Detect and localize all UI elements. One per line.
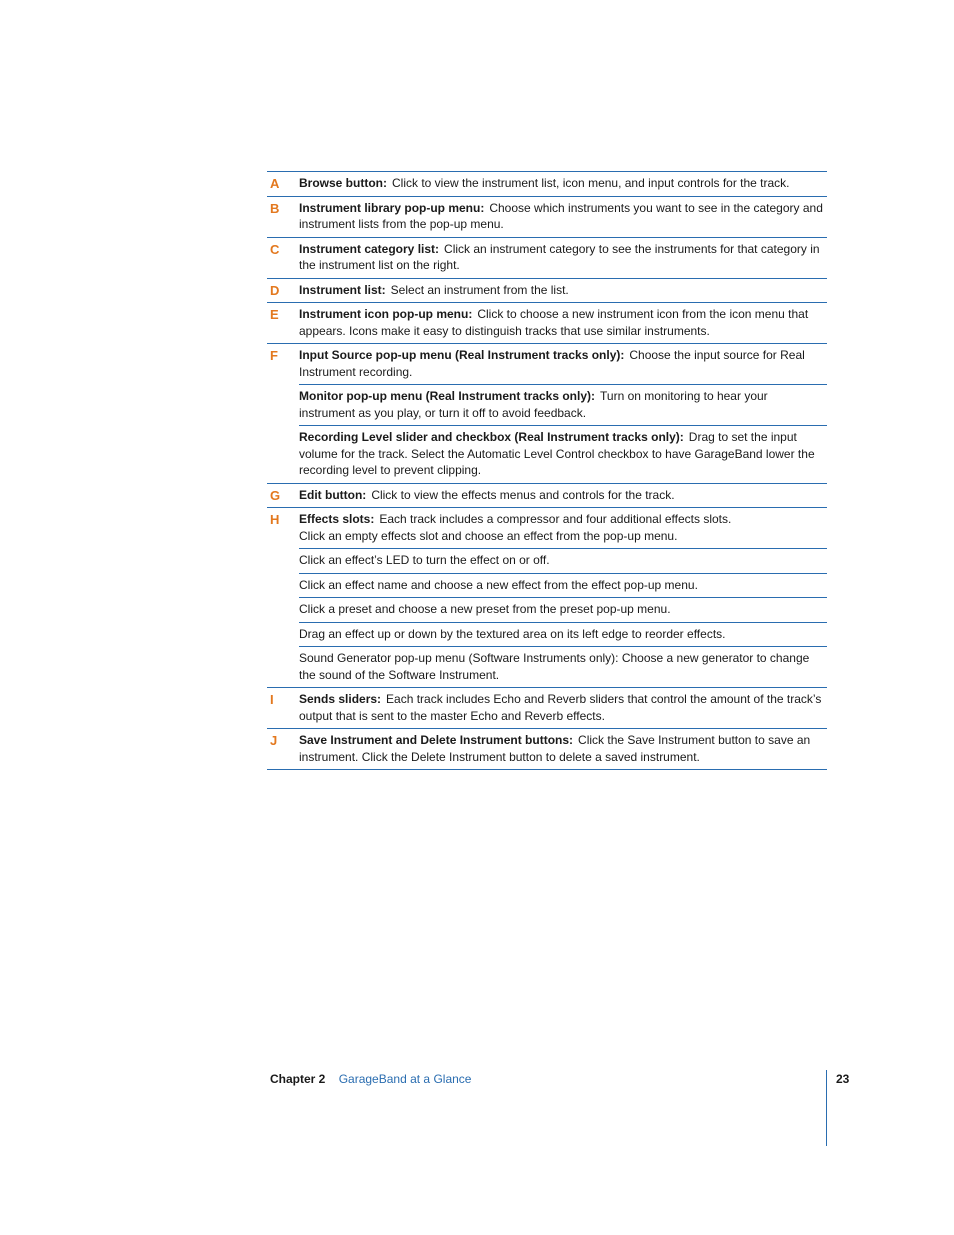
term-label: Instrument icon pop-up menu: xyxy=(299,307,473,321)
table-row xyxy=(267,278,827,303)
table-row xyxy=(267,548,827,573)
table-row xyxy=(267,573,827,598)
row-description xyxy=(299,279,827,303)
table-row xyxy=(267,302,827,343)
callout-letter xyxy=(267,384,299,425)
callout-letter: D xyxy=(270,282,280,298)
row-description xyxy=(299,597,827,622)
row-text: Drag an effect up or down by the textured area on its left edge to reorder effects. xyxy=(299,626,726,641)
row-text: Drag to set the input volume for the track. Select the Automatic Level Control checkbox to have GarageBand lower the recording level to prevent clipping. xyxy=(299,430,815,477)
row-description xyxy=(299,172,827,196)
table-row xyxy=(267,237,827,278)
page-footer xyxy=(270,1072,471,1086)
row-description xyxy=(299,646,827,687)
callout-letter: G xyxy=(270,487,281,503)
callout-letter: F xyxy=(270,348,278,363)
table-row xyxy=(267,597,827,622)
table-row xyxy=(267,507,827,548)
table-row xyxy=(267,622,827,647)
row-description xyxy=(299,344,827,384)
table-row xyxy=(267,728,827,769)
callout-letter: A xyxy=(270,176,280,191)
callout-letter: H xyxy=(270,512,280,527)
page-number: 23 xyxy=(836,1072,850,1086)
row-text: Click a preset and choose a new preset from the preset pop-up menu. xyxy=(299,602,671,616)
callout-letter xyxy=(267,573,299,598)
footer-divider xyxy=(826,1070,827,1146)
term-label: Instrument library pop-up menu: xyxy=(299,200,485,215)
table-row xyxy=(267,196,827,237)
row-description xyxy=(299,303,827,343)
callout-letter xyxy=(267,597,299,622)
table-row xyxy=(267,425,827,483)
row-text: Click an instrument category to see the instruments for that category in the instrument list on the right. xyxy=(299,241,820,272)
row-text: Sound Generator pop-up menu (Software Instruments only): Choose a new generator to change the sound of the Software Instrument. xyxy=(299,651,810,682)
term-label: Sends sliders: xyxy=(299,692,382,706)
term-label: Save Instrument and Delete Instrument buttons: xyxy=(299,733,574,747)
row-description xyxy=(299,729,827,769)
row-description xyxy=(299,197,827,237)
callout-letter: I xyxy=(270,692,274,707)
row-text: Click to choose a new instrument icon from the icon menu that appears. Icons make it easy to distinguish tracks that use similar instruments. xyxy=(299,307,809,338)
row-text: Turn on monitoring to hear your instrument as you play, or turn it off to avoid feedback. xyxy=(299,389,768,420)
term-label: Monitor pop-up menu (Real Instrument tracks only): xyxy=(299,389,596,403)
table-row xyxy=(267,171,827,196)
term-label: Instrument list: xyxy=(299,282,386,297)
row-description xyxy=(299,384,827,425)
term-label: Input Source pop-up menu (Real Instrument tracks only): xyxy=(299,348,625,362)
row-description xyxy=(299,688,827,728)
row-description xyxy=(299,508,827,548)
row-text: Each track includes Echo and Reverb sliders that control the amount of the track’s output that is sent to the master Echo and Reverb effects. xyxy=(299,692,822,723)
row-text: Select an instrument from the list. xyxy=(390,282,569,297)
row-text: Choose which instruments you want to see in the category and instrument lists from the pop-up menu. xyxy=(299,200,823,231)
callout-table xyxy=(267,171,827,770)
table-bottom-rule xyxy=(267,769,827,770)
row-text: Click an effect’s LED to turn the effect on or off. xyxy=(299,553,550,567)
term-label: Effects slots: xyxy=(299,512,375,526)
term-label: Instrument category list: xyxy=(299,241,440,256)
row-text: Click to view the instrument list, icon menu, and input controls for the track. xyxy=(392,176,790,190)
table-row xyxy=(267,483,827,508)
term-label: Recording Level slider and checkbox (Real Instrument tracks only): xyxy=(299,430,684,444)
callout-letter xyxy=(267,425,299,483)
table-row xyxy=(267,646,827,687)
row-text: Click an effect name and choose a new effect from the effect pop-up menu. xyxy=(299,577,698,592)
row-description xyxy=(299,573,827,598)
row-text: Click to view the effects menus and controls for the track. xyxy=(371,487,675,502)
table-row xyxy=(267,384,827,425)
callout-letter xyxy=(267,622,299,647)
row-description xyxy=(299,484,827,508)
term-label: Browse button: xyxy=(299,176,387,190)
table-row xyxy=(267,687,827,728)
row-description xyxy=(299,622,827,647)
table-row xyxy=(267,343,827,384)
row-text-line-2: Click an empty effects slot and choose an effect from the pop-up menu. xyxy=(299,528,678,543)
callout-letter: B xyxy=(270,200,280,216)
row-description xyxy=(299,425,827,483)
term-label: Edit button: xyxy=(299,487,367,502)
row-description xyxy=(299,548,827,573)
row-text: Click the Save Instrument button to save an instrument. Click the Delete Instrument button to delete a saved instrument. xyxy=(299,733,811,764)
row-text: Each track includes a compressor and four additional effects slots. xyxy=(379,512,732,526)
row-text: Choose the input source for Real Instrument recording. xyxy=(299,348,805,379)
callout-letter xyxy=(267,646,299,687)
callout-letter xyxy=(267,548,299,573)
callout-letter: J xyxy=(270,733,278,748)
row-description xyxy=(299,238,827,278)
callout-letter: E xyxy=(270,307,279,322)
chapter-label: Chapter 2 xyxy=(270,1072,326,1086)
callout-letter: C xyxy=(270,241,280,257)
chapter-title-link[interactable]: GarageBand at a Glance xyxy=(338,1072,472,1086)
